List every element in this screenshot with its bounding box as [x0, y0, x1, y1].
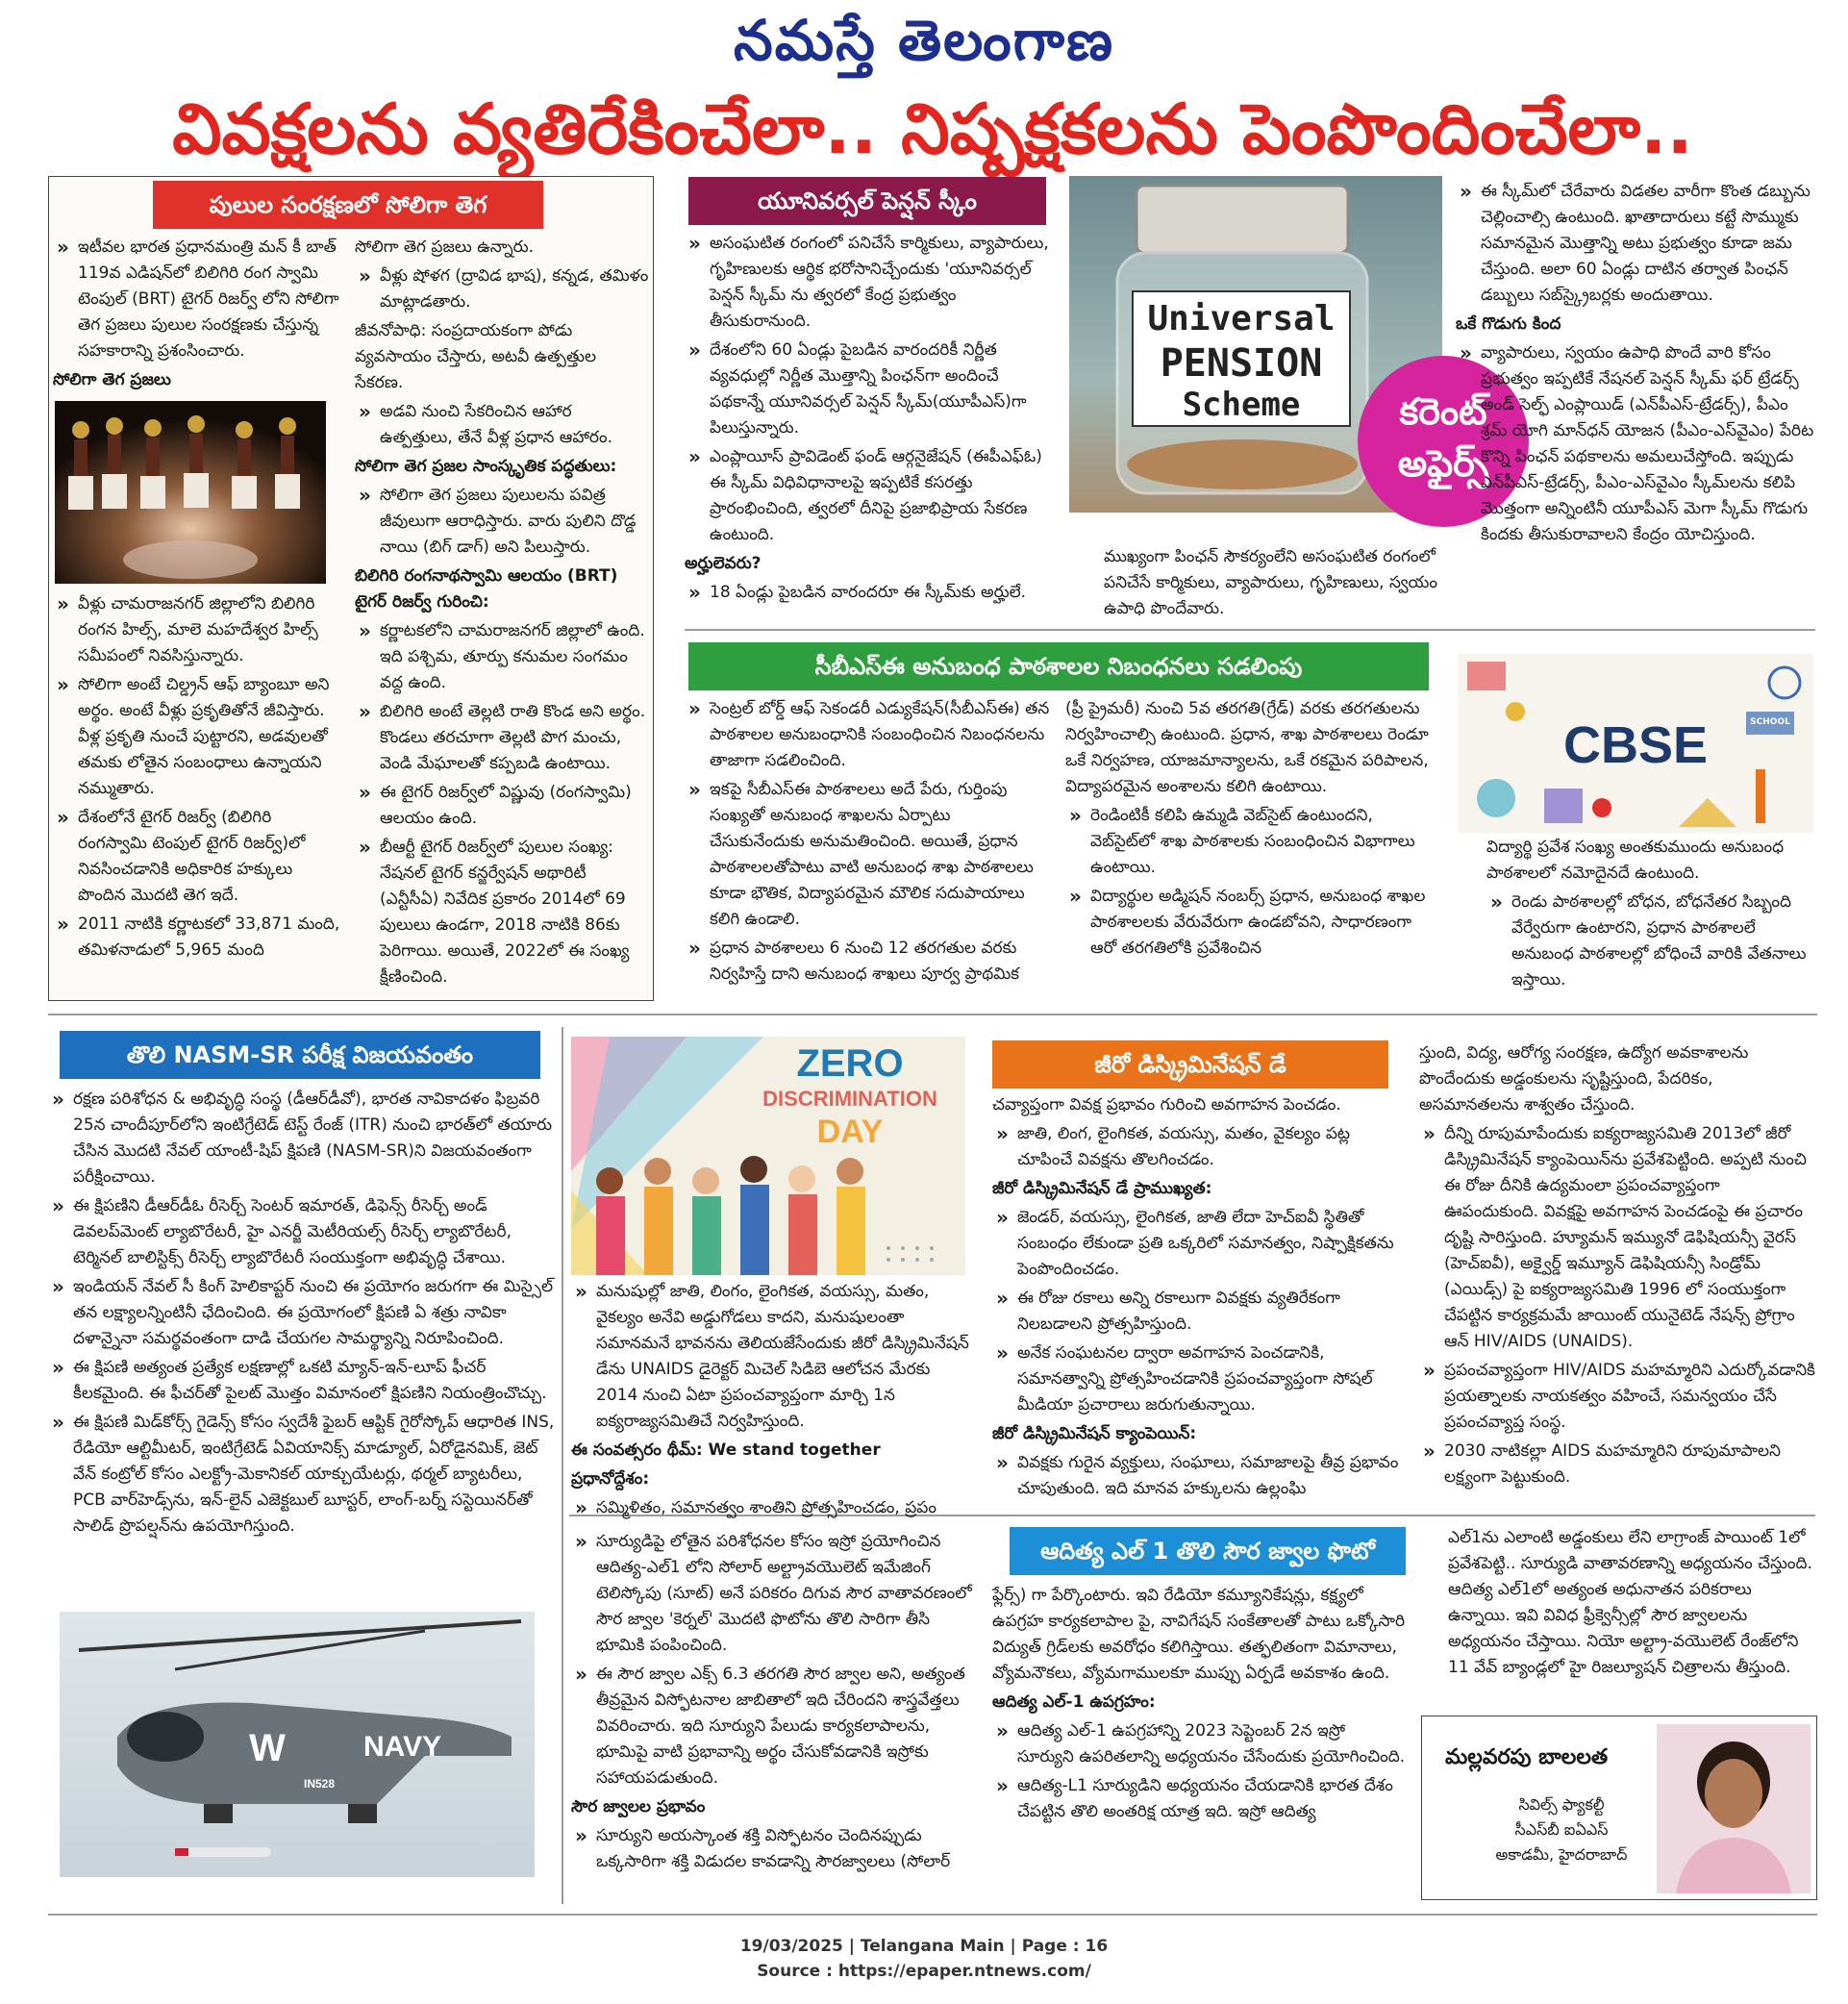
paragraph: ఎల్1ను ఎలాంటి అడ్డంకులు లేని లాగ్రాంజ్ పాయింట్ 1లో ప్రవేశపెట్టి.. సూర్యుడి వాతావరణాన్ని అధ్యయనం చేస్తుంది. ఆదిత్య ఎల్1లో అత్యంత అధునాతన పరికరాలు ఉన్నాయి. ఇవి వివిధ ఫ్రీక్వెన్సీల్లో సౌర జ్వాలలను అధ్యయనం చేస్తాయి. నియో అల్ట్రా-వయొలెట్ రేంజ్‌లోని 11 వేవ్ బ్యాండ్లలో హై రిజల్యూషన్ చిత్రాలను తీస్తుంది. — [1448, 1528, 1812, 1677]
zero-discrimination-image — [571, 1037, 965, 1275]
aditya-col-2 — [992, 1583, 1406, 1904]
cbse-col-1 — [685, 696, 1050, 994]
paragraph: » సూర్యుని అయస్కాంత శక్తి విస్ఫోటనం చెందినప్పుడు ఒక్కసారిగా శక్తి విడుదల కావడాన్ని సౌరజ్వాలలు (సోలార్ — [571, 1823, 973, 1875]
paragraph: » ఈ రోజు రకాలు అన్ని రకాలుగా వివక్షకు వ్యతిరేకంగా నిలబడాలని ప్రోత్సహిస్తుంది. — [992, 1286, 1406, 1338]
zero-img-line-2: DISCRIMINATION — [762, 1087, 937, 1111]
subheading: అర్హులెవరు? — [685, 554, 762, 573]
footer-source: Source : https://epaper.ntnews.com/ — [757, 1962, 1091, 1981]
paragraph: » ఇకపై సీబీఎస్‌ఈ పాఠశాలలు అదే పేరు, గుర్తింపు సంఖ్యతో అనుబంధ శాఖలను ఏర్పాటు చేసుకునేందుకు అనుమతించింది. అయితే, ప్రధాన పాఠశాలలతోపాటు వాటి అనుబంధ శాఖ పాఠశాలలు కూడా భౌతిక, విద్యాపరమైన మౌలిక సదుపాయాలు కలిగి ఉండాలి. — [685, 777, 1050, 933]
tribe-dance-illustration — [55, 401, 326, 584]
soliga-col-2 — [355, 235, 649, 996]
paragraph: ఫ్లేర్స్) గా పేర్కొంటారు. ఇవి రేడియో కమ్యూనికేషన్లు, కక్ష్యలో ఉపగ్రహ కార్యకలాపాల పై, నావిగేషన్ సంకేతాలతో పాటు ఒక్కోసారి విద్యుత్ గ్రిడ్‌లకు అవరోధం కలిగిస్తాయి. తత్ఫలితంగా విమానాలు, వ్యోమనౌకలు, వ్యోమగాములకూ ముప్పు ఏర్పడే అవకాశం ఉంది. — [992, 1586, 1406, 1683]
school-tag: SCHOOL — [1750, 717, 1790, 727]
zero-col-2 — [992, 1092, 1406, 1502]
helicopter-illustration — [60, 1612, 535, 1877]
subheading: జీరో డిస్క్రిమినేషన్ క్యాంపెయిన్: — [992, 1424, 1197, 1443]
paragraph: స్తుంది, విద్య, ఆరోగ్య సంరక్షణ, ఉద్యోగ అవకాశాలను పొందేందుకు అడ్డంకులను సృష్టిస్తుంది, పేదరికం, అసమానతలను శాశ్వతం చేస్తుంది. — [1419, 1043, 1749, 1115]
paragraph: » దేశంలోనే టైగర్ రిజర్వ్ (బిలిగిరి రంగస్వామి టెంపుల్ టైగర్ రిజర్వ్)లో నివసించడానికి అధికారిక హక్కులు పొందిన మొదటి తెగ ఇదే. — [53, 805, 341, 909]
zero-col-1 — [571, 1279, 973, 1517]
zero-title: జీరో డిస్క్రిమినేషన్ డే — [992, 1040, 1388, 1089]
aditya-title: ఆదిత్య ఎల్ 1 తొలి సౌర జ్వాల ఫొటో — [1010, 1527, 1406, 1575]
paragraph: చవ్యాప్తంగా వివక్ష ప్రభావం గురించి అవగాహన పెంచడం. — [992, 1095, 1341, 1115]
paragraph: » ఇటీవల భారత ప్రధానమంత్రి మన్ కీ బాత్ 119వ ఎడిషన్‌లో బిలిగిరి రంగ స్వామి టెంపుల్ (BRT) టైగర్ రిజర్వ్ లోని సోలిగా తెగ ప్రజలు పులుల సంరక్షణకు చేస్తున్న సహకారాన్ని ప్రశంసించారు. — [53, 235, 341, 364]
paragraph: » ఆదిత్య-L1 సూర్యుడిని అధ్యయనం చేయడానికి భారత దేశం చేపట్టిన తొలి అంతరిక్ష యాత్ర ఇది. ఇస్రో ఆదిత్య — [992, 1773, 1406, 1825]
paragraph: » ఈ టైగర్ రిజర్వ్‌లో విష్ణువు (రంగస్వామి) ఆలయం ఉంది. — [355, 780, 649, 832]
paragraph: » రెండింటికీ కలిపి ఉమ్మడి వెబ్‌సైట్ ఉంటుందని, వెబ్‌సైట్‌లో శాఖ పాఠశాలకు సంబంధించిన విభాగాలు ఉంటాయి. — [1065, 803, 1431, 881]
badge-line-2: అఫైర్స్ — [1397, 442, 1489, 485]
aditya-col-1 — [571, 1529, 973, 1904]
paragraph: » ప్రపంచవ్యాప్తంగా HIV/AIDS మహమ్మారిని ఎదుర్కోవడానికి ప్రయత్నాలకు నాయకత్వం వహించే, సమన్వయం చేసే ప్రపంచవ్యాప్త సంస్థ. — [1419, 1358, 1817, 1436]
aditya-col-3 — [1448, 1525, 1817, 1698]
subheading: బిలిగిరి రంగనాథస్వామి ఆలయం (BRT) టైగర్ రిజర్వ్ గురించి: — [355, 566, 618, 612]
subheading: ప్రధానోద్దేశం: — [571, 1469, 650, 1489]
footer-date-page: 19/03/2025 | Telangana Main | Page : 16 — [739, 1937, 1109, 1956]
paragraph: » ఇండియన్ నేవల్ సీ కింగ్ హెలికాప్టర్ నుంచి ఈ ప్రయోగం జరుగగా ఈ మిస్సైల్ తన లక్ష్యాలన్నింటినీ ఛేదించింది. ఈ ప్రయోగంలో క్షిపణి ఏ శత్రు నావికా దళాన్నైనా సమర్థవంతంగా దాడి చేయగల సామర్థ్యాన్ని నిరూపించింది. — [48, 1274, 556, 1352]
paragraph: » ఎంప్లాయీస్ ప్రావిడెంట్ ఫండ్ ఆర్గనైజేషన్ (ఈపీఎఫ్ఓ) ఈ స్కీమ్ విధివిధానాలపై ఇప్పటికే కసరత్తు ప్రారంభించింది, త్వరలో దీనిపై ప్రజాభిప్రాయ సేకరణ ఉంటుంది. — [685, 444, 1050, 548]
nasm-title: తొలి NASM-SR పరీక్ష విజయవంతం — [60, 1031, 540, 1079]
heli-number: IN528 — [303, 1777, 336, 1791]
paragraph: » ఈ క్షిపణిని డీఆర్‌డీఓ రీసెర్చ్ సెంటర్ ఇమారత్, డిఫెన్స్ రీసెర్చ్ అండ్ డెవలప్‌మెంట్ ల్యాబొరేటరీ, హై ఎనర్జీ మెటీరియల్స్ రీసెర్చ్ ల్యాబొరేటరీ, టెర్మినల్ బాలిస్టిక్స్ రీసెర్చ్ ల్యాబొరేటరీ సంయుక్తంగా అభివృద్ధి చేశాయి. — [48, 1193, 556, 1271]
heli-navy-text: NAVY — [363, 1731, 442, 1763]
paragraph: » వీళ్లు చామరాజనగర్ జిల్లాలోని బిలిగిరి రంగన హిల్స్, మాలె మహదేశ్వర హిల్స్ సమీపంలో నివసిస్తున్నారు. — [53, 591, 341, 669]
nasm-col — [48, 1087, 556, 1587]
paragraph: » సెంట్రల్ బోర్డ్ ఆఫ్ సెకండరీ ఎడ్యుకేషన్(సీబీఎస్ఈ) తన పాఠశాలల అనుబంధానికి సంబంధించిన నిబంధనలను తాజాగా సడలించింది. — [685, 696, 1050, 774]
paragraph: » ఈ క్షిపణి అత్యంత ప్రత్యేక లక్షణాల్లో ఒకటి మ్యాన్-ఇన్-లూప్ ఫీచర్ కీలకమైంది. ఈ ఫీచర్‌తో పైలట్ మొత్తం విమానంలో క్షిపణిని నియంత్రించొచ్చు. — [48, 1355, 556, 1407]
cbse-col-2 — [1065, 696, 1431, 994]
paragraph: » దేశంలోని 60 ఏండ్లు పైబడిన వారందరికీ నిర్ణీత వ్యవధుల్లో నిర్ణీత మొత్తాన్ని పింఛన్‌గా అందించే పథకాన్నే యూనివర్సల్ పెన్షన్ స్కీమ్(యూపీఎస్)గా పిలుస్తున్నారు. — [685, 338, 1050, 441]
author-photo — [1657, 1724, 1811, 1893]
paragraph: » అడవి నుంచి సేకరించిన ఆహార ఉత్పత్తులు, తేనే వీళ్ల ప్రధాన ఆహారం. — [355, 399, 649, 451]
paragraph: » జాతి, లింగ, లైంగికత, వయస్సు, మతం, వైకల్యం పట్ల చూపించే వివక్షను తొలగించడం. — [992, 1121, 1406, 1173]
jar-label-scheme: Scheme — [1182, 386, 1301, 424]
paragraph: » బిలిగిరి అంటే తెల్లటి రాతి కొండ అని అర్థం. కొండలు తరచూగా తెల్లటి పొగ మంచు, వెండి మేఘాలతో కప్పబడి ఉంటాయి. — [355, 699, 649, 777]
paragraph: » 2030 నాటికల్లా AIDS మహమ్మారిని రూపుమాపాలని లక్ష్యంగా పెట్టుకుంది. — [1419, 1439, 1817, 1490]
author-name: మల్లవరపు బాలలత — [1445, 1745, 1609, 1769]
helicopter-photo — [60, 1612, 535, 1877]
paragraph: విద్యార్థి ప్రవేశ సంఖ్య అంతకుముందు అనుబంధ పాఠశాలలో నమోదైనదే ఉంటుంది. — [1486, 838, 1785, 883]
paragraph: » ఆదిత్య ఎల్-1 ఉపగ్రహాన్ని 2023 సెప్టెంబర్ 2న ఇస్రో సూర్యుని ఉపరితలాన్ని అధ్యయనం చేసేందుకు ప్రయోగించింది. — [992, 1718, 1406, 1770]
ups-col-3 — [1456, 179, 1817, 612]
subheading: సోలిగా తెగ ప్రజల సాంస్కృతిక పద్ధతులు: — [355, 457, 617, 476]
soliga-tribe-photo — [55, 401, 326, 584]
ups-col-1 — [685, 231, 1050, 606]
paragraph: » సోలిగా అంటే చిల్డ్రన్ ఆఫ్ బ్యాంబూ అని అర్థం. అంటే వీళ్లు ప్రకృతితోనే జీవిస్తారు. వీళ్ల ప్రకృతి నుంచే పుట్టారని, అడవులతో తమకు లోతైన సంబంధాలు ఉన్నాయని నమ్ముతారు. — [53, 672, 341, 802]
paragraph: » 2011 నాటికి కర్ణాటకలో 33,871 మంది, తమిళనాడులో 5,965 మంది — [53, 912, 341, 964]
author-role: సివిల్స్ ఫ్యాకల్టీ — [1518, 1795, 1605, 1814]
subheading: సౌర జ్వాలల ప్రభావం — [571, 1797, 706, 1816]
subheading: జీరో డిస్క్రిమినేషన్ డే ప్రాముఖ్యత: — [992, 1179, 1212, 1198]
zero-img-line-1: ZERO — [796, 1042, 904, 1085]
paragraph: జీవనోపాధి: సంప్రదాయకంగా పోడు వ్యవసాయం చేస్తారు, అటవీ ఉత్పత్తుల సేకరణ. — [355, 321, 597, 392]
paragraph: » వ్యాపారులు, స్వయం ఉపాధి పొందే వారి కోసం ప్రభుత్వం ఇప్పటికే నేషనల్ పెన్షన్ స్కీమ్ ఫర్ ట్రేడర్స్ అండ్ సెల్ఫ్ ఎంప్లాయిడ్ (ఎన్‌పీఎస్-ట్రేడర్స్), పీఎం శ్రమ్ యోగి మాన్‌ధన్ యోజన (పీఎం-ఎస్‌వైఎం) పేరిట కొన్ని పింఛన్ పథకాలను అమలుచేస్తోంది. ఇప్పుడు ఎన్‌పీఎస్-ట్రేడర్స్, పీఎం-ఎస్‌వైఎం స్కీమ్‌లను కలిపి మొత్తంగా అన్నింటినీ యూపీఎస్ మెగా స్కీమ్ గొడుగు కిందకు తీసుకురావాలని కేంద్రం యోచిస్తుంది. — [1456, 340, 1817, 548]
divider — [685, 629, 1815, 631]
paragraph: » అసంఘటిత రంగంలో పనిచేసే కార్మికులు, వ్యాపారులు, గృహిణులకు ఆర్థిక భరోసానిచ్చేందుకు 'యూనివర్సల్ పెన్షన్ స్కీమ్ ను త్వరలో కేంద్ర ప్రభుత్వం తీసుకురానుంది. — [685, 231, 1050, 335]
paragraph: » సమ్మిళితం, సమానత్వం శాంతిని ప్రోత్సహించడం, ప్రపం — [571, 1495, 973, 1521]
paragraph: » 18 ఏండ్లు పైబడిన వారందరూ ఈ స్కీమ్‌కు అర్హులే. — [685, 580, 1050, 606]
paragraph: (ప్రీ ప్రైమరీ) నుంచి 5వ తరగతి(గ్రేడ్) వరకు తరగతులను నిర్వహించాల్సి ఉంటుంది. ప్రధాన, శాఖ పాఠశాలలు రెండూ ఒకే నిర్వహణ, యాజమాన్యాలను, ఒకే రకమైన పరిపాలన, విద్యాపరమైన అంశాలను కలిగి ఉంటాయి. — [1065, 699, 1429, 796]
paragraph: » వీళ్లు షోళగ (ద్రావిడ భాష), కన్నడ, తమిళం మాట్లాడతారు. — [355, 263, 649, 315]
badge-line-1: కరెంట్ — [1399, 390, 1487, 433]
paragraph: » జెండర్, వయస్సు, లైంగికత, జాతి లేదా హెచ్‌ఐవీ స్థితితో సంబంధం లేకుండా ప్రతి ఒక్కరిలో సమానత్వం, నిష్పాక్షికతను పెంపొందించడం. — [992, 1205, 1406, 1283]
jar-label-universal: Universal — [1147, 299, 1336, 338]
paragraph: » ఈ క్షిపణి మిడ్‌కోర్స్ గైడెన్స్ కోసం స్వదేశీ ఫైబర్ ఆప్టిక్ గైరోస్కోప్ ఆధారిత INS, రేడియో ఆల్టిమీటర్, ఇంటిగ్రేటెడ్ ఏవియానిక్స్ మాడ్యూల్, ఏరోడైనమిక్, జెట్ వేన్ కంట్రోల్ కోసం ఎలక్ట్రో-మెకానికల్ యాక్చుయేటర్లు, థర్మల్ బ్యాటరీలు, PCB వార్‌హెడ్స్‌ను, ఇన్-లైన్ ఎజెక్టబుల్ బూస్టర్, లాంగ్-బర్న్ సస్టెయినర్‌తో సాలిడ్ ప్రొపల్షన్‌ను ఉపయోగిస్తుంది. — [48, 1410, 556, 1540]
paragraph: » రెండు పాఠశాలల్లో బోధన, బోధనేతర సిబ్బంది వేర్వేరుగా ఉంటారని, ప్రధాన పాఠశాలలే అనుబంధ పాఠశాలల్లో బోధించే వారికి వేతనాలు ఇస్తాయి. — [1486, 889, 1817, 993]
cbse-col-3 — [1486, 835, 1817, 998]
soliga-title: పులుల సంరక్షణలో సోలిగా తెగ — [153, 181, 543, 229]
divider — [48, 1914, 1817, 1916]
masthead-logo: నమస్తే తెలంగాణ — [734, 8, 1114, 73]
paragraph: » అనేక సంఘటనల ద్వారా అవగాహన పెంచడానికి, సమానత్వాన్ని ప్రోత్సహించడానికి ప్రపంచవ్యాప్తంగా సోషల్ మీడియా ప్రచారాలు జరుగుతున్నాయి. — [992, 1340, 1406, 1418]
jar-label-pension: PENSION — [1160, 341, 1323, 386]
cbse-title: సీబీఎస్‌ఈ అనుబంధ పాఠశాలల నిబంధనలు సడలింపు — [688, 642, 1429, 690]
ups-caption — [1104, 544, 1461, 621]
paragraph: » ఈ స్కీమ్‌లో చేరేవారు విడతల వారీగా కొంత డబ్బును చెల్లించాల్సి ఉంటుంది. ఖాతాదారులు కట్టే సొమ్ముకు సమానమైన మొత్తాన్ని అటు ప్రభుత్వం కూడా జమ చేస్తుంది. అలా 60 ఏండ్లు దాటిన తర్వాత పింఛన్ డబ్బులు సబ్‌స్క్రైబర్లకు అందుతాయి. — [1456, 179, 1817, 309]
paragraph: » ఈ సౌర జ్వాల ఎక్స్ 6.3 తరగతి సౌర జ్వాల అని, అత్యంత తీవ్రమైన విస్ఫోటనాల జాబితాలో ఇది చేరిందని శాస్త్రవేత్తలు వివరించారు. ఇది సూర్యుని పేలుడు కార్యకలాపాలను, భూమిపై వాటి ప్రభావాన్ని అర్థం చేసుకోవడానికి ఇస్రోకు సహాయపడుతుంది. — [571, 1662, 973, 1791]
avatar — [1657, 1724, 1811, 1893]
cbse-logo-text: CBSE — [1562, 716, 1709, 774]
paragraph: » సోలిగా తెగ ప్రజలు పులులను పవిత్ర జీవులుగా ఆరాధిస్తారు. వారు పులిని దొడ్డ నాయి (బిగ్ డాగ్) అని పిలుస్తారు. — [355, 483, 649, 561]
cbse-image — [1458, 654, 1813, 833]
author-place: అకాడమీ, హైదరాబాద్ — [1495, 1845, 1628, 1864]
zero-col-3 — [1419, 1040, 1817, 1502]
page-headline: వివక్షలను వ్యతిరేకించేలా.. నిష్పక్షకలను పెంపొందించేలా.. — [172, 88, 1693, 169]
paragraph: » రక్షణ పరిశోధన & అభివృద్ధి సంస్థ (డీఆర్‌డీవో), భారత నావికాదళం ఫిబ్రవరి 25న చాందీపూర్‌లోని ఇంటిగ్రేటెడ్ టెస్ట్ రేంజ్ (ITR) నుంచి భారత్‌లో తయారు చేసిన మొదటి నేవల్ యాంటీ-షిప్ క్షిపణి (NASM-SR)ని విజయవంతంగా పరీక్షించాయి. — [48, 1087, 556, 1190]
paragraph: » సూర్యుడిపై లోతైన పరిశోధనల కోసం ఇస్రో ప్రయోగించిన ఆదిత్య-ఎల్1 లోని సోలార్ అల్ట్రావయొలెట్ ఇమేజింగ్ టెలిస్కోపు (సూట్) అనే పరికరం దిగువ సౌర వాతావరణంలో సౌర జ్వాల 'కెర్నల్' మొదటి ఫొటోను తొలి సారిగా తీసి భూమికి పంపించింది. — [571, 1529, 973, 1659]
paragraph: సోలిగా తెగ ప్రజలు ఉన్నారు. — [355, 238, 535, 257]
zero-img-line-3: DAY — [816, 1114, 884, 1150]
paragraph: » కర్ణాటకలోని చామరాజనగర్ జిల్లాలో ఉంది. ఇది పశ్చిమ, తూర్పు కనుమల సంగమం వద్ద ఉంది. — [355, 618, 649, 696]
ups-title: యూనివర్సల్ పెన్షన్ స్కీం — [688, 177, 1046, 225]
subheading: ఒకే గొడుగు కింద — [1456, 314, 1561, 334]
heli-letter: W — [249, 1727, 286, 1769]
paragraph: » బీఆర్టీ టైగర్ రిజర్వ్‌లో పులుల సంఖ్య: నేషనల్ టైగర్ కన్జర్వేషన్ అథారిటీ (ఎన్టీసీఏ) నివేదిక ప్రకారం 2014లో 69 పులులు ఉండగా, 2018 నాటికి 86కు పెరిగాయి. అయితే, 2022లో ఈ సంఖ్య క్షీణించింది. — [355, 835, 649, 990]
paragraph: » దీన్ని రూపుమాపేందుకు ఐక్యరాజ్యసమితి 2013లో జీరో డిస్క్రిమినేషన్ క్యాంపెయిన్‌ను ప్రవేశపెట్టింది. అప్పటి నుంచి ఈ రోజు దీనికి ఉద్యమంలా ప్రపంచవ్యాప్తంగా ఊపందుకుంది. వివక్షపై అవగాహన పెంచడంపై ఈ ప్రచారం దృష్టి సారిస్తుంది. హ్యూమన్ ఇమ్యునో డెఫిషియన్సీ వైరస్ (హెచ్‌ఐవీ), అక్వైర్డ్ ఇమ్యూన్ డెఫిషియన్సీ సిండ్రోమ్ (ఎయిడ్స్) పై ఐక్యరాజ్యసమితి 1996 లో సంయుక్తంగా చేపట్టిన కార్యక్రమమే జాయింట్ యునైటెడ్ నేషన్స్ ప్రోగ్రాం ఆన్ HIV/AIDS (UNAIDS). — [1419, 1121, 1817, 1355]
author-box — [1421, 1716, 1817, 1900]
divider — [48, 1014, 1817, 1015]
paragraph: ముఖ్యంగా పింఛన్ సౌకర్యంలేని అసంఘటిత రంగంలో పనిచేసే కార్మికులు, వ్యాపారులు, గృహిణులు, స్వయం ఉపాధి పొందేవారు. — [1104, 547, 1437, 618]
paragraph: » ప్రధాన పాఠశాలలు 6 నుంచి 12 తరగతుల వరకు నిర్వహిస్తే దాని అనుబంధ శాఖలు పూర్వ ప్రాథమిక — [685, 936, 1050, 988]
soliga-article — [48, 176, 654, 1001]
soliga-col-1 — [53, 235, 341, 996]
paragraph: » విద్యార్థుల అడ్మిషన్ నంబర్స్ ప్రధాన, అనుబంధ శాఖల పాఠశాలలకు వేరువేరుగా ఉండబోవని, సాధారణంగా ఆరో తరగతిలోకి ప్రవేశించిన — [1065, 884, 1431, 962]
divider — [562, 1027, 563, 1904]
subheading: ఆదిత్య ఎల్-1 ఉపగ్రహం: — [992, 1692, 1156, 1712]
author-org: సీఎస్‌బీ ఐఏఎస్ — [1514, 1820, 1609, 1839]
paragraph: » మనుషుల్లో జాతి, లింగం, లైంగికత, వయస్సు, మతం, వైకల్యం అనేవి అడ్డుగోడలు కాదని, మనుషులంతా సమానమనే భావనను తెలియజేసేందుకు జీరో డిస్క్రిమినేషన్ డేను UNAIDS డైరెక్టర్ మిచెల్ సిడిబె ఆలోచన మేరకు 2014 నుంచి ఏటా ప్రపంచవ్యాప్తంగా మార్చి 1న ఐక్యరాజ్యసమితిచే నిర్వహిస్తుంది. — [571, 1279, 973, 1435]
paragraph: » వివక్షకు గురైన వ్యక్తులు, సంఘాలు, సమాజాలపై తీవ్ర ప్రభావం చూపుతుంది. ఇది మానవ హక్కులను ఉల్లంఘి — [992, 1450, 1406, 1502]
subheading: సోలిగా తెగ ప్రజలు — [53, 370, 171, 389]
subheading: ఈ సంవత్సరం థీమ్: We stand together — [571, 1440, 881, 1460]
